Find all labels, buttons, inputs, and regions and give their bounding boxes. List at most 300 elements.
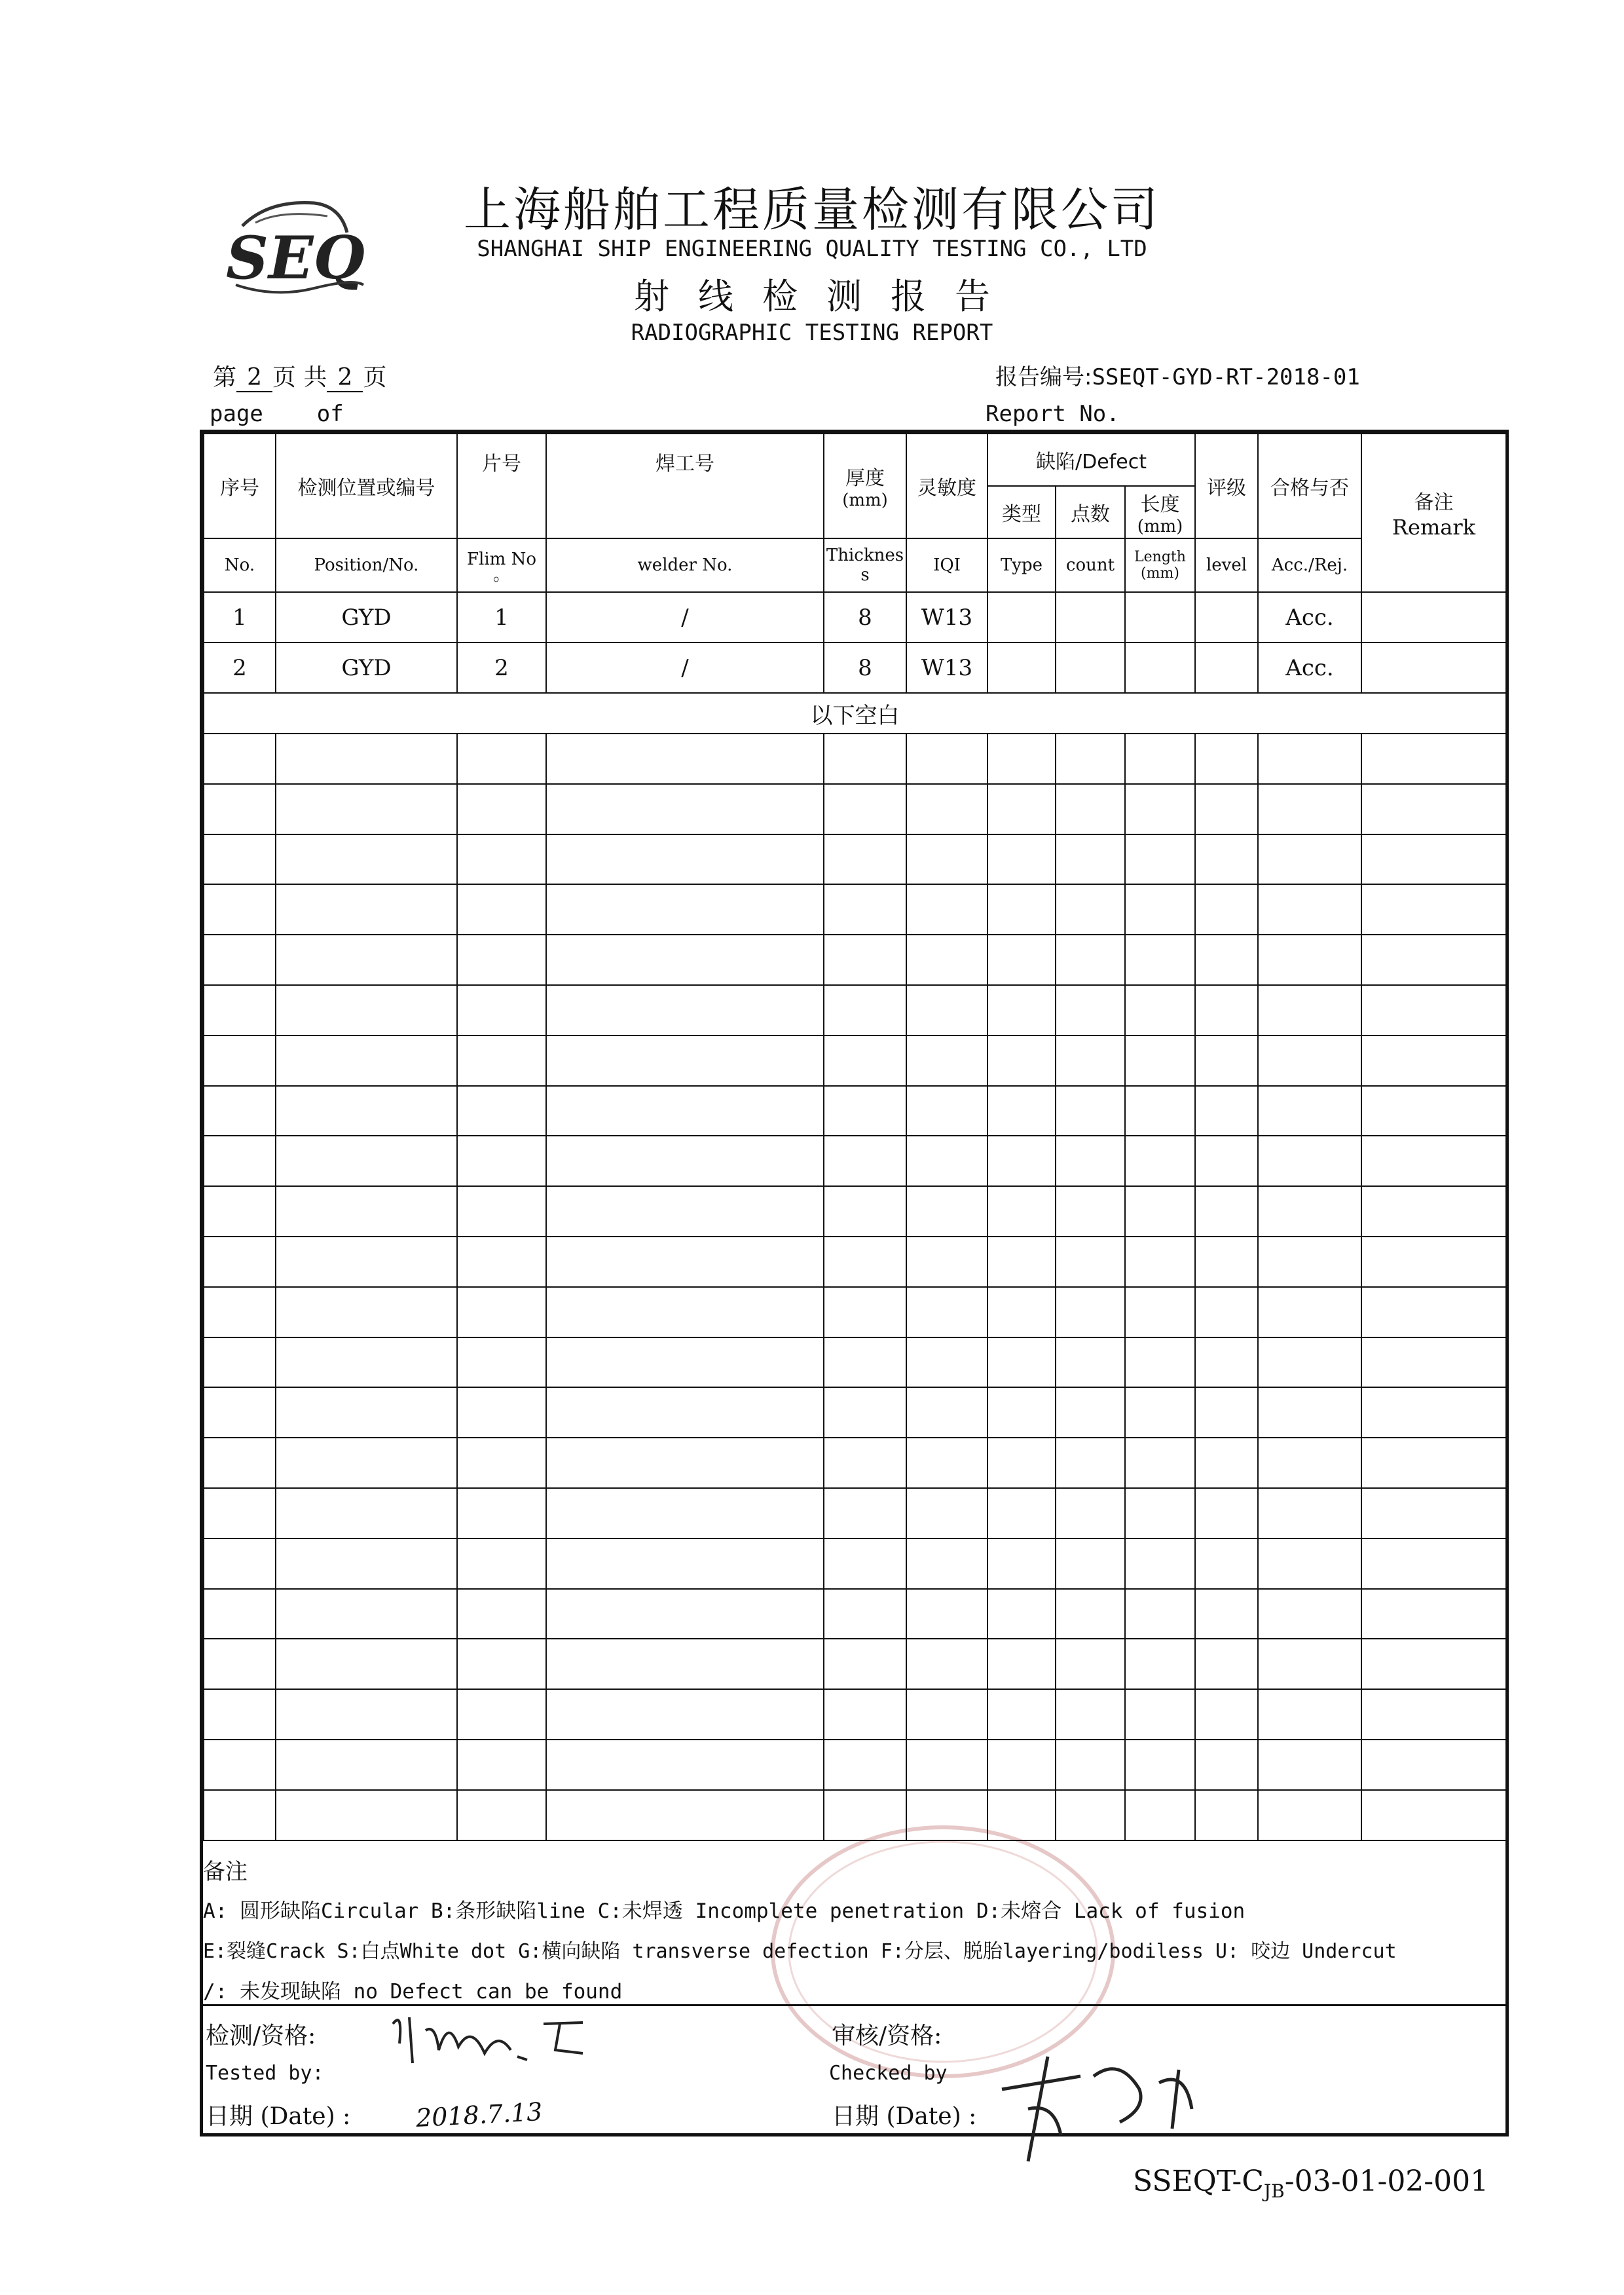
notes-title: 备注: [203, 1859, 248, 1885]
blank-cell: [276, 1790, 457, 1840]
blank-cell: [546, 1689, 824, 1740]
cell-acc: Acc.: [1258, 592, 1361, 643]
blank-cell: [824, 734, 906, 784]
blank-cell: [1056, 1790, 1125, 1840]
checked-by-label-cn: 审核/资格:: [832, 2023, 942, 2049]
blank-cell: [906, 1539, 987, 1589]
blank-cell: [457, 1036, 546, 1086]
blank-cell: [457, 1589, 546, 1639]
table-row: [204, 643, 1506, 693]
blank-row: [204, 1790, 1506, 1840]
blank-cell: [457, 1539, 546, 1589]
blank-cell: [546, 1387, 824, 1438]
blank-cell: [276, 1287, 457, 1337]
blank-cell: [204, 1387, 276, 1438]
header-position-en: Position/No.: [276, 538, 457, 592]
blank-cell: [906, 1589, 987, 1639]
blank-cell: [1258, 1387, 1361, 1438]
blank-cell: [1258, 1186, 1361, 1237]
blank-cell: [546, 1086, 824, 1136]
blank-cell: [1361, 1237, 1506, 1287]
blank-cell: [457, 784, 546, 834]
blank-cell: [906, 985, 987, 1036]
blank-cell: [824, 834, 906, 885]
blank-cell: [987, 1086, 1056, 1136]
blank-cell: [1056, 1287, 1125, 1337]
blank-cell: [1125, 1488, 1195, 1539]
notes-line-3: /: 未发现缺陷 no Defect can be found: [203, 1980, 623, 2004]
blank-row: [204, 1387, 1506, 1438]
blank-cell: [824, 1287, 906, 1337]
blank-cell: [457, 1237, 546, 1287]
blank-cell: [987, 1488, 1056, 1539]
blank-cell: [1195, 784, 1258, 834]
blank-cell: [1195, 1438, 1258, 1488]
blank-cell: [1361, 1337, 1506, 1388]
blank-cell: [204, 1639, 276, 1689]
blank-cell: [546, 734, 824, 784]
blank-cell: [546, 1337, 824, 1388]
blank-cell: [1125, 734, 1195, 784]
blank-cell: [1258, 1287, 1361, 1337]
blank-cell: [1258, 1488, 1361, 1539]
blank-row: [204, 784, 1506, 834]
blank-cell: [824, 1790, 906, 1840]
blank-cell: [1195, 1186, 1258, 1237]
blank-row: [204, 1740, 1506, 1790]
blank-cell: [1056, 1086, 1125, 1136]
blank-cell: [276, 1237, 457, 1287]
tester-signature: [386, 2004, 596, 2076]
blank-cell: [1056, 1539, 1125, 1589]
blank-cell: [1361, 1589, 1506, 1639]
checked-by-label-en: Checked by: [829, 2062, 948, 2085]
blank-cell: [276, 884, 457, 935]
blank-cell: [1361, 834, 1506, 885]
blank-cell: [1361, 1086, 1506, 1136]
blank-cell: [1195, 1740, 1258, 1790]
cell-thickness: 8: [824, 592, 906, 643]
blank-cell: [546, 884, 824, 935]
blank-cell: [1195, 884, 1258, 935]
company-name-en: SHANGHAI SHIP ENGINEERING QUALITY TESTING CO., LTD: [477, 236, 1147, 262]
blank-cell: [1195, 1036, 1258, 1086]
blank-cell: [824, 784, 906, 834]
header-level: 评级: [1195, 434, 1258, 538]
blank-cell: [906, 1438, 987, 1488]
blank-cell: [1125, 1086, 1195, 1136]
header-remark: 备注 Remark: [1361, 434, 1506, 592]
blank-cell: [1125, 1539, 1195, 1589]
blank-cell: [204, 784, 276, 834]
blank-cell: [276, 1186, 457, 1237]
blank-row: [204, 1086, 1506, 1136]
cell-level: [1195, 592, 1258, 643]
blank-row: [204, 1136, 1506, 1186]
cell-no: 2: [204, 643, 276, 693]
blank-cell: [546, 1287, 824, 1337]
blank-cell: [987, 1790, 1056, 1840]
blank-cell: [1195, 1136, 1258, 1186]
blank-cell: [1125, 1036, 1195, 1086]
blank-cell: [546, 1790, 824, 1840]
blank-cell: [1195, 1689, 1258, 1740]
blank-cell: [906, 734, 987, 784]
blank-cell: [906, 1186, 987, 1237]
blank-cell: [1361, 935, 1506, 985]
blank-cell: [1361, 1790, 1506, 1840]
results-table: [203, 433, 1507, 1841]
blank-cell: [276, 1438, 457, 1488]
blank-cell: [824, 884, 906, 935]
blank-cell: [457, 985, 546, 1036]
blank-cell: [546, 1136, 824, 1186]
blank-cell: [457, 1689, 546, 1740]
blank-cell: [457, 1790, 546, 1840]
page-indicator-en: page of: [210, 401, 344, 427]
blank-cell: [276, 734, 457, 784]
blank-cell: [987, 1438, 1056, 1488]
blank-cell: [824, 1036, 906, 1086]
blank-cell: [824, 1136, 906, 1186]
blank-cell: [457, 834, 546, 885]
blank-cell: [457, 1438, 546, 1488]
blank-cell: [276, 1539, 457, 1589]
blank-cell: [906, 1689, 987, 1740]
blank-row: [204, 935, 1506, 985]
blank-cell: [457, 1186, 546, 1237]
blank-cell: [1125, 884, 1195, 935]
blank-cell: [906, 1488, 987, 1539]
blank-cell: [987, 1186, 1056, 1237]
blank-cell: [276, 935, 457, 985]
blank-cell: [276, 784, 457, 834]
blank-cell: [1125, 1337, 1195, 1388]
header-count-en: count: [1056, 538, 1125, 592]
blank-cell: [824, 1186, 906, 1237]
cell-count: [1056, 643, 1125, 693]
blank-cell: [1125, 1136, 1195, 1186]
blank-cell: [1125, 1438, 1195, 1488]
blank-row: [204, 1539, 1506, 1589]
blank-cell: [204, 1287, 276, 1337]
blank-cell: [204, 935, 276, 985]
blank-cell: [1258, 1136, 1361, 1186]
blank-cell: [1258, 1237, 1361, 1287]
report-number-label-en: Report No.: [986, 401, 1120, 427]
cell-welder: /: [546, 592, 824, 643]
blank-row: [204, 734, 1506, 784]
blank-cell: [1258, 1740, 1361, 1790]
blank-cell: [1056, 1337, 1125, 1388]
header-acc-en: Acc./Rej.: [1258, 538, 1361, 592]
blank-cell: [1125, 935, 1195, 985]
header-iqi-en: IQI: [906, 538, 987, 592]
blank-cell: [1125, 1237, 1195, 1287]
blank-cell: [276, 1488, 457, 1539]
blank-cell: [1258, 1589, 1361, 1639]
blank-cell: [906, 1740, 987, 1790]
blank-cell: [1258, 1086, 1361, 1136]
blank-cell: [824, 1740, 906, 1790]
blank-cell: [546, 1539, 824, 1589]
blank-cell: [906, 1237, 987, 1287]
blank-cell: [1056, 834, 1125, 885]
blank-cell: [1056, 1589, 1125, 1639]
blank-cell: [1361, 1740, 1506, 1790]
blank-cell: [546, 985, 824, 1036]
blank-cell: [276, 1689, 457, 1740]
blank-cell: [1125, 1639, 1195, 1689]
blank-cell: [1056, 1438, 1125, 1488]
cell-remark: [1361, 592, 1506, 643]
blank-cell: [1258, 734, 1361, 784]
blank-cell: [546, 784, 824, 834]
blank-row: [204, 985, 1506, 1036]
blank-cell: [276, 985, 457, 1036]
blank-row: [204, 1237, 1506, 1287]
blank-cell: [824, 1086, 906, 1136]
cell-position: GYD: [276, 643, 457, 693]
blank-cell: [204, 1740, 276, 1790]
blank-cell: [546, 1740, 824, 1790]
blank-cell: [276, 1589, 457, 1639]
blank-cell: [546, 1488, 824, 1539]
notes-line-2: E:裂缝Crack S:白点White dot G:横向缺陷 transverse defection F:分层、脱胎layering/bodiless U: 咬边 Undercut: [203, 1940, 1397, 1963]
blank-cell: [824, 1539, 906, 1589]
blank-cell: [1056, 884, 1125, 935]
blank-cell: [204, 1186, 276, 1237]
blank-cell: [204, 834, 276, 885]
header-defect: 缺陷/Defect: [987, 434, 1195, 486]
header-level-en: level: [1195, 538, 1258, 592]
header-count: 点数: [1056, 486, 1125, 538]
blank-cell: [457, 884, 546, 935]
checker-signature: [989, 2030, 1205, 2188]
blank-cell: [1258, 834, 1361, 885]
blank-cell: [987, 1136, 1056, 1186]
blank-cell: [1361, 1136, 1506, 1186]
blank-cell: [1195, 1387, 1258, 1438]
blank-cell: [204, 1589, 276, 1639]
header-length: 长度 (mm): [1125, 486, 1195, 538]
blank-cell: [1056, 784, 1125, 834]
header-iqi: 灵敏度: [906, 434, 987, 538]
blank-cell: [457, 1337, 546, 1388]
cell-type: [987, 643, 1056, 693]
blank-cell: [1258, 1337, 1361, 1388]
checked-date-label: 日期 (Date) :: [832, 2103, 977, 2130]
header-welder: 焊工号: [546, 434, 824, 538]
blank-cell: [1258, 1438, 1361, 1488]
blank-cell: [1361, 884, 1506, 935]
blank-cell: [204, 1136, 276, 1186]
blank-cell: [987, 935, 1056, 985]
blank-cell: [457, 1387, 546, 1438]
blank-cell: [1258, 1639, 1361, 1689]
header-position: 检测位置或编号: [276, 434, 457, 538]
blank-cell: [906, 1790, 987, 1840]
header-type: 类型: [987, 486, 1056, 538]
blank-row: [204, 1287, 1506, 1337]
blank-cell: [987, 834, 1056, 885]
blank-cell: [204, 1237, 276, 1287]
blank-cell: [1056, 1689, 1125, 1740]
blank-cell: [1056, 985, 1125, 1036]
blank-cell: [1361, 1689, 1506, 1740]
cell-film: 1: [457, 592, 546, 643]
blank-cell: [1125, 784, 1195, 834]
blank-cell: [906, 1287, 987, 1337]
blank-cell: [1361, 1387, 1506, 1438]
blank-cell: [906, 1136, 987, 1186]
blank-cell: [906, 1337, 987, 1388]
blank-row: [204, 1639, 1506, 1689]
blank-cell: [987, 985, 1056, 1036]
blank-cell: [204, 1438, 276, 1488]
form-number: SSEQT-$C_{JB}-03-01-02-001$: [1133, 2165, 1489, 2202]
blank-cell: [1195, 1287, 1258, 1337]
blank-cell: [546, 1186, 824, 1237]
blank-cell: [546, 1589, 824, 1639]
blank-row: [204, 1488, 1506, 1539]
blank-cell: [457, 1287, 546, 1337]
blank-cell: [204, 1086, 276, 1136]
header-film: 片号: [457, 434, 546, 538]
header-thickness: 厚度 (mm): [824, 434, 906, 538]
cell-type: [987, 592, 1056, 643]
blank-cell: [987, 1237, 1056, 1287]
blank-cell: [1056, 1740, 1125, 1790]
header-acc: 合格与否: [1258, 434, 1361, 538]
blank-cell: [987, 1287, 1056, 1337]
blank-cell: [824, 1488, 906, 1539]
header-film-en: Flim No 。: [457, 538, 546, 592]
blank-cell: [906, 834, 987, 885]
cell-level: [1195, 643, 1258, 693]
cell-remark: [1361, 643, 1506, 693]
blank-cell: [1361, 1488, 1506, 1539]
blank-cell: [1056, 734, 1125, 784]
blank-cell: [824, 1589, 906, 1639]
header-type-en: Type: [987, 538, 1056, 592]
blank-cell: [1056, 1639, 1125, 1689]
header-length-en: Length (mm): [1125, 538, 1195, 592]
tested-date-label: 日期 (Date) :: [206, 2103, 351, 2130]
blank-cell: [204, 734, 276, 784]
blank-cell: [276, 834, 457, 885]
blank-cell: [1361, 1186, 1506, 1237]
blank-cell: [204, 1790, 276, 1840]
cell-length: [1125, 592, 1195, 643]
table-row: [204, 592, 1506, 643]
blank-cell: [276, 1136, 457, 1186]
blank-cell: [276, 1337, 457, 1388]
blank-cell: [1056, 1186, 1125, 1237]
blank-cell: [1195, 1790, 1258, 1840]
blank-cell: [824, 1387, 906, 1438]
blank-row: [204, 1036, 1506, 1086]
blank-cell: [1195, 1488, 1258, 1539]
blank-cell: [1258, 884, 1361, 935]
blank-cell: [906, 784, 987, 834]
blank-cell: [1195, 1337, 1258, 1388]
blank-cell: [1361, 1287, 1506, 1337]
blank-cell: [987, 734, 1056, 784]
blank-cell: [1195, 1086, 1258, 1136]
company-name-cn: 上海船舶工程质量检测有限公司: [463, 182, 1160, 237]
blank-cell: [1361, 1639, 1506, 1689]
blank-cell: [1361, 1438, 1506, 1488]
blank-cell: [1258, 1689, 1361, 1740]
blank-cell: [906, 1387, 987, 1438]
blank-cell: [546, 1438, 824, 1488]
blank-cell: [1361, 734, 1506, 784]
blank-cell: [1258, 1790, 1361, 1840]
blank-row: [204, 834, 1506, 885]
blank-cell: [1195, 1589, 1258, 1639]
blank-cell: [906, 935, 987, 985]
blank-cell: [1125, 1589, 1195, 1639]
report-title-cn: 射 线 检 测 报 告: [634, 276, 990, 317]
blank-row: [204, 1589, 1506, 1639]
blank-cell: [987, 784, 1056, 834]
blank-below-note: 以下空白: [204, 693, 1506, 734]
blank-cell: [204, 884, 276, 935]
blank-cell: [906, 1036, 987, 1086]
blank-cell: [204, 985, 276, 1036]
blank-cell: [987, 1036, 1056, 1086]
blank-cell: [546, 1639, 824, 1689]
cell-iqi: W13: [906, 643, 987, 693]
report-title-en: RADIOGRAPHIC TESTING REPORT: [631, 320, 993, 346]
blank-row: [204, 1689, 1506, 1740]
cell-thickness: 8: [824, 643, 906, 693]
blank-cell: [987, 1639, 1056, 1689]
blank-cell: [1195, 1237, 1258, 1287]
notes-line-1: A: 圆形缺陷Circular B:条形缺陷line C:未焊透 Incomplete penetration D:未熔合 Lack of fusion: [203, 1899, 1246, 1923]
blank-cell: [1056, 1387, 1125, 1438]
blank-cell: [1361, 1036, 1506, 1086]
blank-cell: [987, 884, 1056, 935]
blank-cell: [824, 1689, 906, 1740]
cell-length: [1125, 643, 1195, 693]
header-welder-en: welder No.: [546, 538, 824, 592]
blank-cell: [204, 1689, 276, 1740]
blank-cell: [1056, 1136, 1125, 1186]
blank-cell: [457, 734, 546, 784]
blank-cell: [906, 1639, 987, 1689]
svg-text:SEQ: SEQ: [226, 223, 365, 293]
blank-cell: [1125, 985, 1195, 1036]
cell-position: GYD: [276, 592, 457, 643]
blank-cell: [824, 985, 906, 1036]
report-number: 报告编号:SSEQT-GYD-RT-2018-01: [995, 364, 1360, 390]
blank-cell: [1125, 1740, 1195, 1790]
cell-welder: /: [546, 643, 824, 693]
cell-film: 2: [457, 643, 546, 693]
blank-cell: [1125, 1790, 1195, 1840]
blank-row: [204, 1438, 1506, 1488]
blank-cell: [1195, 734, 1258, 784]
blank-cell: [987, 1539, 1056, 1589]
blank-cell: [276, 1086, 457, 1136]
header-seq: 序号: [204, 434, 276, 538]
blank-cell: [1056, 935, 1125, 985]
blank-cell: [824, 1337, 906, 1388]
blank-cell: [276, 1639, 457, 1689]
blank-cell: [457, 1086, 546, 1136]
